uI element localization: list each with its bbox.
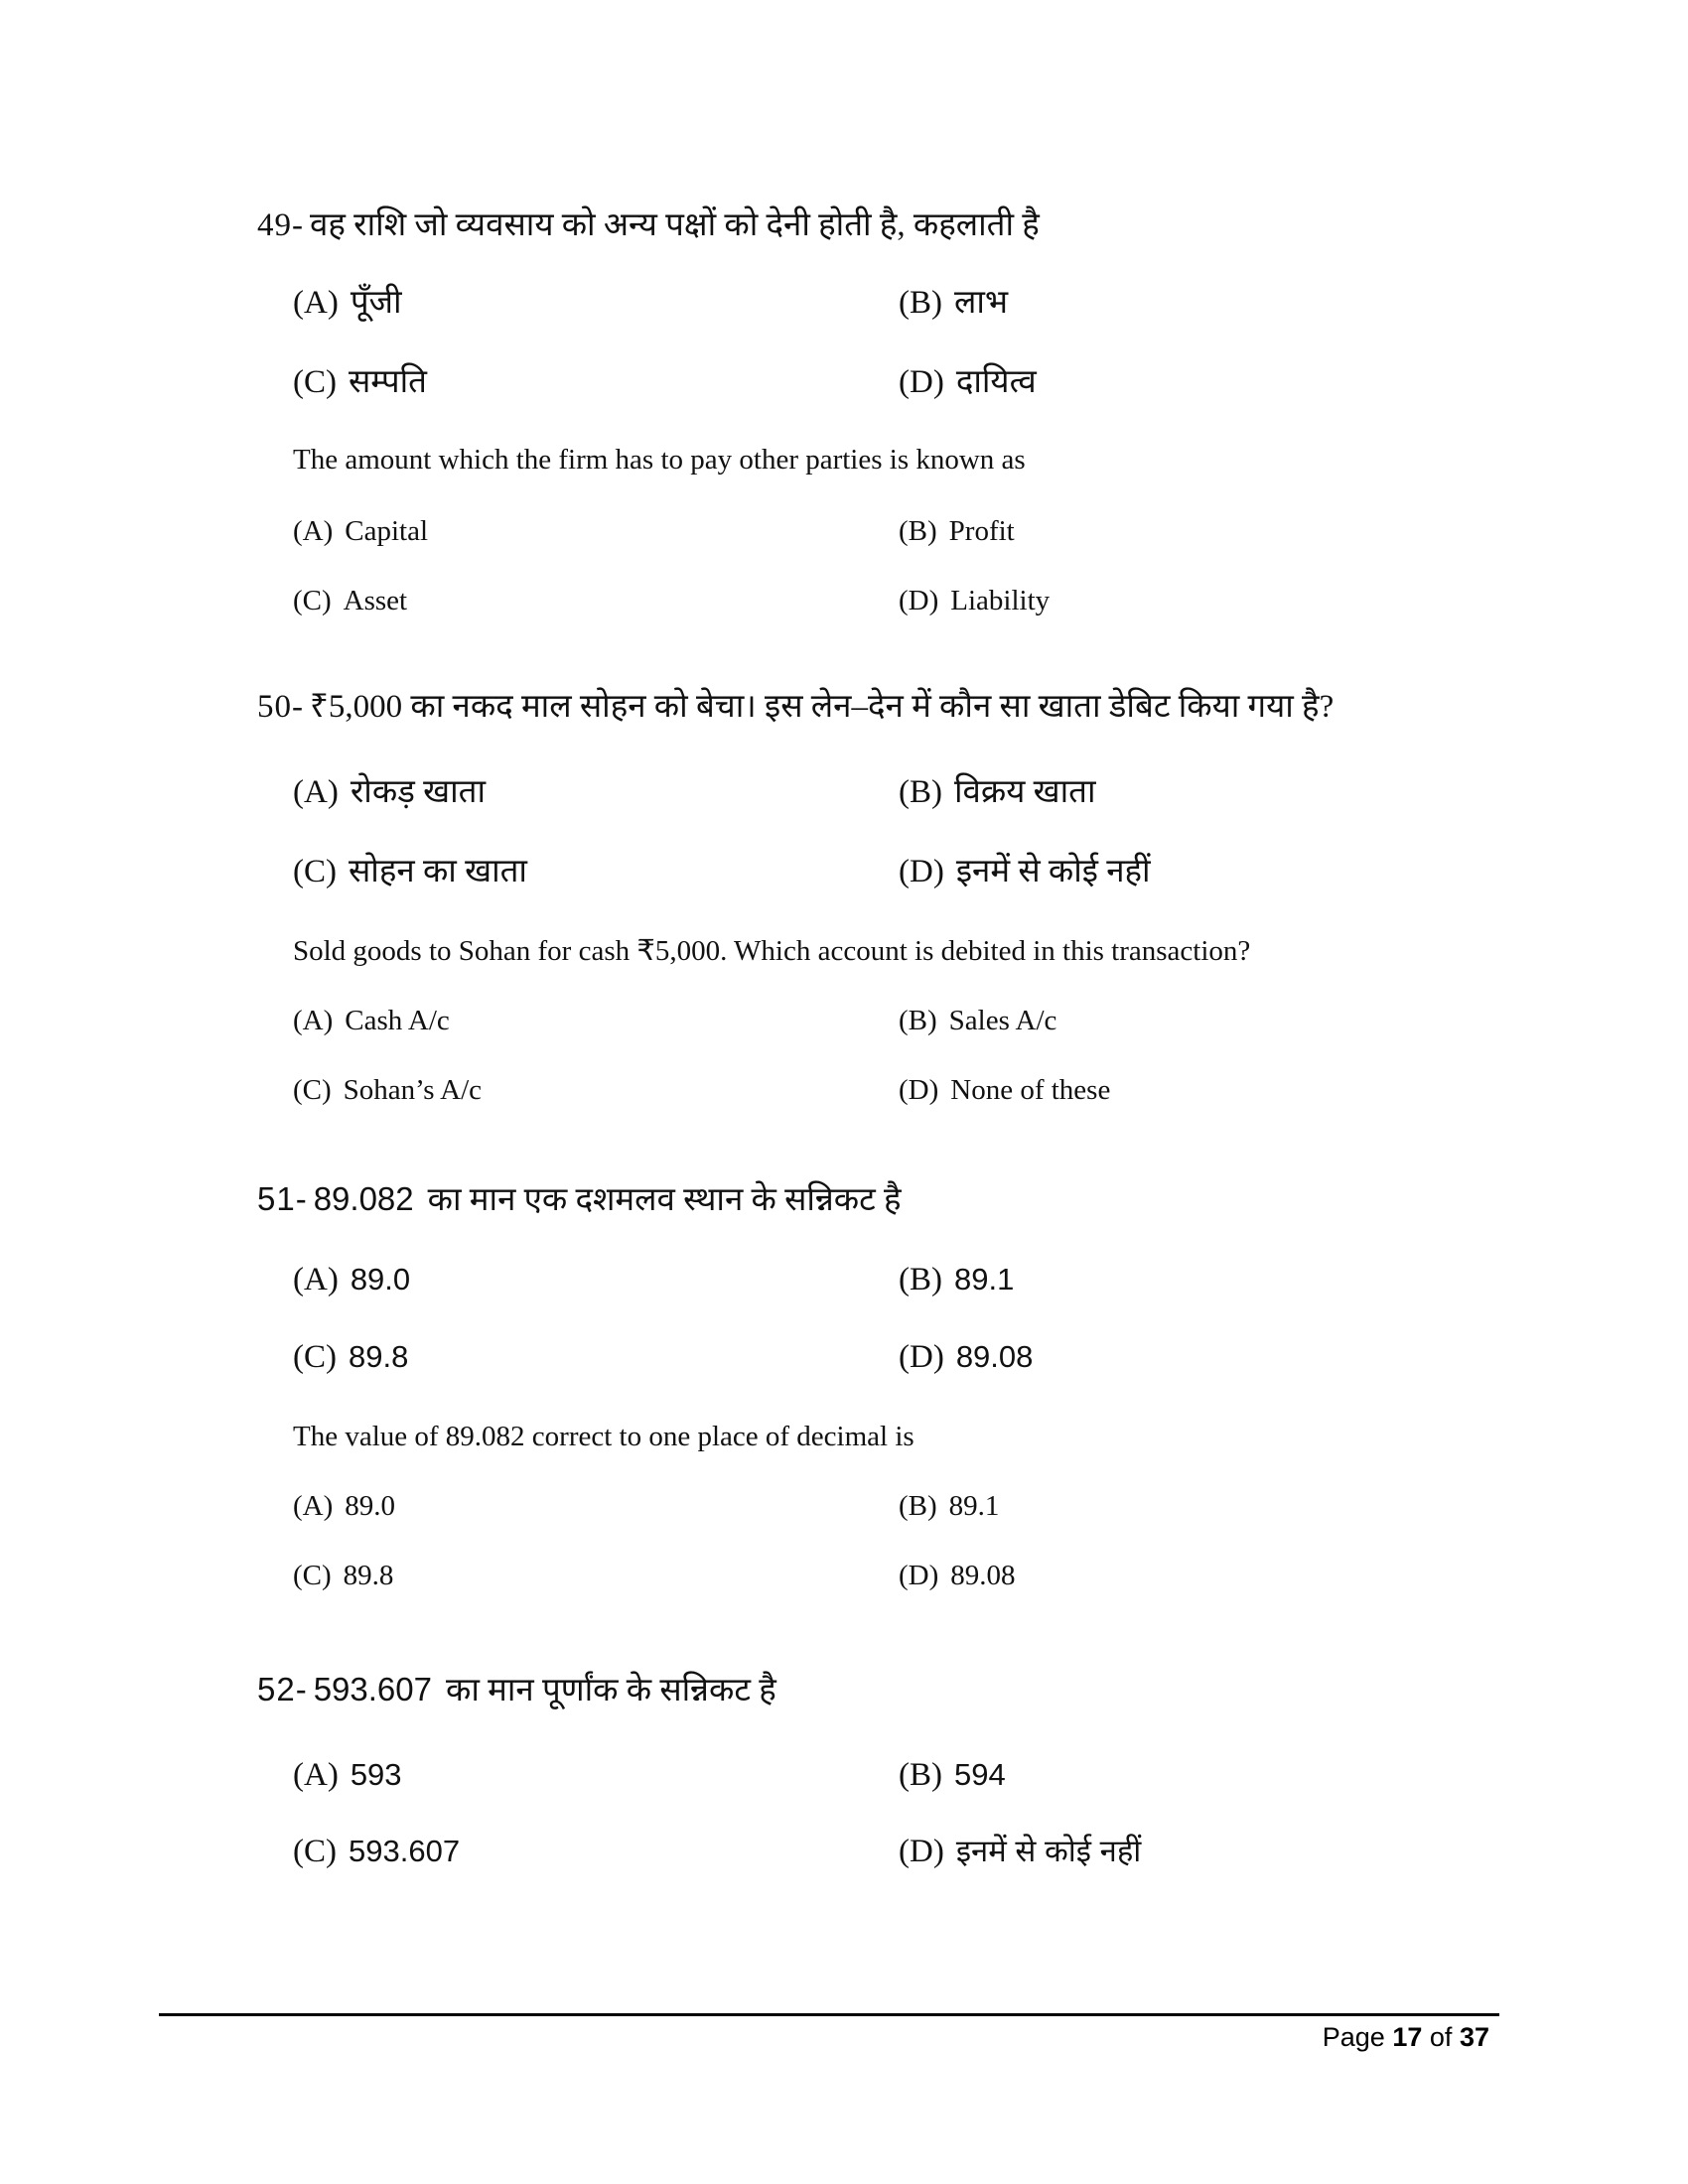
- option-label: (C): [293, 364, 337, 400]
- question-49: [257, 202, 1470, 621]
- option-label: (B): [899, 285, 942, 321]
- option-label: (C): [293, 1560, 332, 1591]
- question-49-english-options-row-2: [293, 581, 1470, 621]
- question-51-hindi-options-row-2: [293, 1333, 1470, 1381]
- footer-current-page: 17: [1392, 2022, 1423, 2052]
- option-text: Asset: [343, 585, 408, 616]
- question-50-option-a-hindi: [293, 768, 899, 816]
- question-50-option-b-hindi: [899, 768, 1470, 816]
- option-text: 89.0: [345, 1490, 396, 1522]
- option-text: Sohan’s A/c: [343, 1074, 483, 1106]
- question-52-stem-hindi-text: का मान पूर्णांक के सन्निकट है: [446, 1673, 776, 1708]
- option-text: Capital: [345, 515, 429, 547]
- option-label: (D): [899, 1339, 944, 1375]
- option-text: इनमें से कोई नहीं: [955, 1834, 1142, 1868]
- option-text: इनमें से कोई नहीं: [955, 854, 1151, 889]
- question-49-option-b-hindi: [899, 279, 1470, 327]
- question-51-option-c-hindi: [293, 1333, 899, 1381]
- question-49-option-c-hindi: [293, 358, 899, 406]
- question-51-stem-english: The value of 89.082 correct to one place of decimal is: [293, 1421, 914, 1452]
- footer-page-word: Page: [1322, 2022, 1385, 2052]
- question-51-option-a-english: [293, 1486, 899, 1527]
- question-52: [257, 1666, 1470, 1875]
- question-50-number: 50-: [257, 689, 304, 725]
- option-text: Sales A/c: [948, 1005, 1057, 1036]
- question-51-option-c-english: [293, 1556, 899, 1596]
- question-49-stem-hindi: [257, 202, 1470, 249]
- option-label: (B): [899, 1262, 942, 1297]
- option-text: सोहन का खाता: [349, 854, 527, 889]
- question-50-option-a-english: [293, 1001, 899, 1041]
- option-text: 89.0: [350, 1262, 411, 1297]
- option-text: 89.08: [955, 1339, 1034, 1374]
- question-50: [257, 676, 1470, 1111]
- question-49-hindi-options-row-2: [293, 358, 1470, 406]
- question-50-english-options-row-2: [293, 1070, 1470, 1111]
- question-49-option-a-english: [293, 511, 899, 552]
- option-label: (A): [293, 515, 334, 547]
- option-label: (D): [899, 854, 944, 889]
- question-52-stem-hindi: [257, 1666, 1470, 1714]
- option-text: रोकड़ खाता: [350, 774, 487, 810]
- footer-of-word: of: [1429, 2022, 1453, 2052]
- option-label: (C): [293, 1834, 337, 1869]
- option-label: (D): [899, 585, 939, 616]
- questions-area: [257, 202, 1470, 1875]
- option-label: (A): [293, 1757, 339, 1793]
- option-text: Profit: [948, 515, 1015, 547]
- option-text: लाभ: [954, 285, 1009, 321]
- option-label: (D): [899, 1074, 939, 1106]
- option-text: Liability: [950, 585, 1051, 616]
- question-52-option-c-hindi: [293, 1828, 899, 1875]
- question-49-option-d-hindi: [899, 358, 1470, 406]
- option-text: 593: [350, 1757, 402, 1792]
- question-51-option-d-english: [899, 1556, 1470, 1596]
- question-52-stem-value: 593.607: [313, 1671, 432, 1707]
- option-text: None of these: [950, 1074, 1111, 1106]
- option-text: 89.1: [954, 1262, 1015, 1297]
- question-49-option-b-english: [899, 511, 1470, 552]
- question-52-hindi-options-row-2: [293, 1828, 1470, 1875]
- question-51-stem-hindi-text: का मान एक दशमलव स्थान के सन्निकट है: [427, 1182, 902, 1218]
- question-49-hindi-options-row-1: [293, 279, 1470, 327]
- question-50-stem-hindi: [257, 676, 1470, 738]
- page-number-footer: [159, 2022, 1499, 2053]
- option-text: पूँजी: [350, 285, 402, 321]
- option-text: विक्रय खाता: [954, 774, 1096, 810]
- option-label: (D): [899, 364, 944, 400]
- question-50-hindi-options-row-2: [293, 848, 1470, 895]
- option-label: (A): [293, 774, 339, 810]
- question-52-number: 52-: [257, 1671, 308, 1707]
- option-text: 89.8: [343, 1560, 394, 1591]
- question-51-option-b-english: [899, 1486, 1470, 1527]
- question-52-hindi-options-row-1: [293, 1751, 1470, 1799]
- question-50-option-c-hindi: [293, 848, 899, 895]
- question-51-english-options-row-1: [293, 1486, 1470, 1527]
- question-49-english-options-row-1: [293, 511, 1470, 552]
- question-50-stem-english: Sold goods to Sohan for cash ₹5,000. Which account is debited in this transaction?: [293, 935, 1251, 967]
- footer-divider: [159, 2013, 1499, 2053]
- option-text: 89.08: [950, 1560, 1016, 1591]
- option-label: (D): [899, 1560, 939, 1591]
- option-text: 89.1: [948, 1490, 1000, 1522]
- question-51-english-options-row-2: [293, 1556, 1470, 1596]
- question-51-number: 51-: [257, 1180, 308, 1217]
- question-52-option-d-hindi: [899, 1828, 1470, 1875]
- option-label: (A): [293, 1262, 339, 1297]
- option-label: (C): [293, 1339, 337, 1375]
- question-51-stem-value: 89.082: [313, 1180, 414, 1217]
- question-51: [257, 1175, 1470, 1596]
- option-text: 89.8: [349, 1339, 409, 1374]
- option-label: (C): [293, 854, 337, 889]
- question-52-option-a-hindi: [293, 1751, 899, 1799]
- question-50-english-options-row-1: [293, 1001, 1470, 1041]
- footer-total-pages: 37: [1459, 2022, 1489, 2052]
- option-label: (B): [899, 515, 937, 547]
- question-50-stem-hindi-text: ₹5,000 का नकद माल सोहन को बेचा। इस लेन–देन में कौन सा खाता डेबिट किया गया है?: [310, 689, 1335, 725]
- option-label: (A): [293, 285, 339, 321]
- question-49-option-a-hindi: [293, 279, 899, 327]
- option-text: सम्पति: [349, 364, 427, 400]
- question-50-option-d-english: [899, 1070, 1470, 1111]
- question-51-option-b-hindi: [899, 1256, 1470, 1303]
- question-49-stem-hindi-text: वह राशि जो व्यवसाय को अन्य पक्षों को देनी होती है, कहलाती है: [310, 207, 1040, 243]
- question-52-option-b-hindi: [899, 1751, 1470, 1799]
- question-50-hindi-options-row-1: [293, 768, 1470, 816]
- option-text: दायित्व: [955, 364, 1037, 400]
- question-49-option-d-english: [899, 581, 1470, 621]
- option-label: (C): [293, 1074, 332, 1106]
- option-label: (B): [899, 1490, 937, 1522]
- question-51-option-a-hindi: [293, 1256, 899, 1303]
- option-label: (D): [899, 1834, 944, 1869]
- option-label: (B): [899, 774, 942, 810]
- question-49-stem-english: The amount which the firm has to pay other parties is known as: [293, 444, 1026, 476]
- question-50-option-d-hindi: [899, 848, 1470, 895]
- option-text: 594: [954, 1757, 1006, 1792]
- question-49-number: 49-: [257, 207, 304, 243]
- question-49-option-c-english: [293, 581, 899, 621]
- option-label: (A): [293, 1490, 334, 1522]
- option-label: (C): [293, 585, 332, 616]
- question-51-hindi-options-row-1: [293, 1256, 1470, 1303]
- question-50-option-c-english: [293, 1070, 899, 1111]
- option-text: Cash A/c: [345, 1005, 450, 1036]
- option-text: 593.607: [349, 1834, 461, 1868]
- question-51-stem-hindi: [257, 1175, 1470, 1224]
- option-label: (A): [293, 1005, 334, 1036]
- question-51-option-d-hindi: [899, 1333, 1470, 1381]
- question-50-option-b-english: [899, 1001, 1470, 1041]
- option-label: (B): [899, 1005, 937, 1036]
- option-label: (B): [899, 1757, 942, 1793]
